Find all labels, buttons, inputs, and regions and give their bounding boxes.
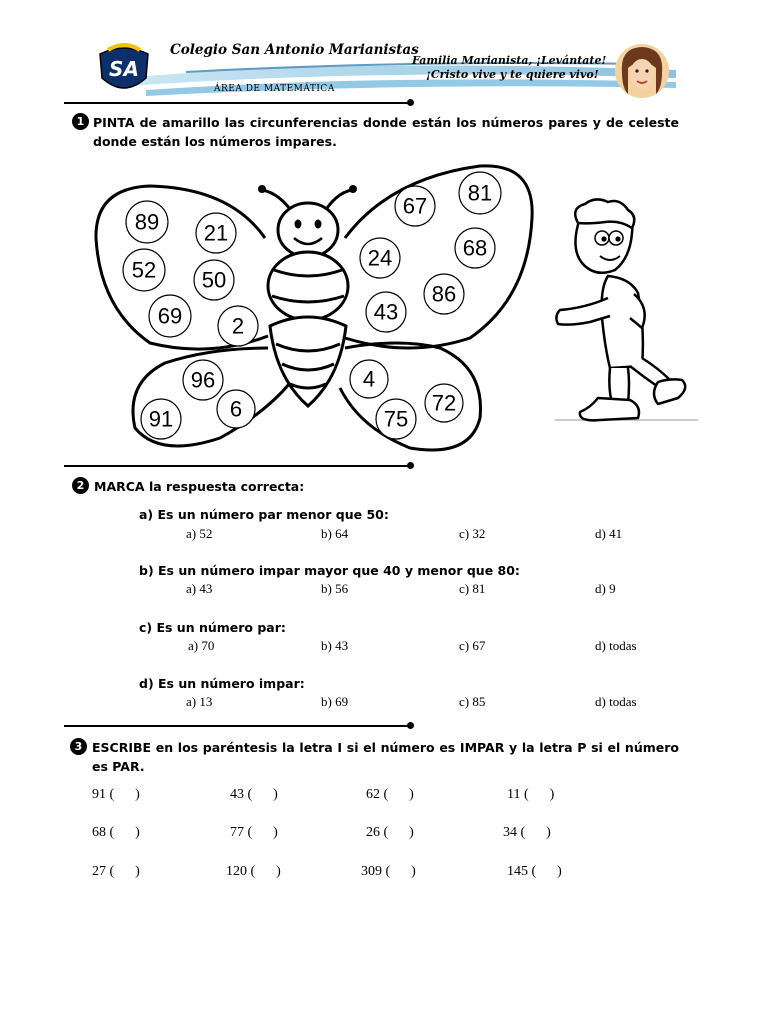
- circle-number: 43: [373, 299, 399, 325]
- exercise-2-instruction: MARCA la respuesta correcta:: [94, 479, 305, 494]
- question-label: d) Es un número impar:: [139, 676, 305, 691]
- exercise-number-badge: 1: [72, 113, 89, 130]
- circle-number: 6: [229, 396, 243, 422]
- boy-illustration: [550, 198, 700, 430]
- answer-option[interactable]: c) 32: [459, 526, 486, 541]
- answer-option[interactable]: b) 69: [321, 694, 349, 709]
- circle-number: 72: [431, 390, 457, 416]
- circle-number: 52: [131, 257, 157, 283]
- answer-option[interactable]: d) 9: [595, 581, 616, 596]
- circle-number: 75: [383, 406, 409, 432]
- parity-blank[interactable]: 120 ( ): [226, 864, 281, 879]
- answer-option[interactable]: a) 43: [186, 581, 213, 596]
- section-divider: [64, 465, 410, 467]
- parity-blank[interactable]: 68 ( ): [92, 825, 140, 840]
- answer-option[interactable]: c) 81: [459, 581, 486, 596]
- parity-blank[interactable]: 145 ( ): [507, 864, 562, 879]
- motto-line-2: ¡Cristo vive y te quiere vivo!: [426, 68, 599, 81]
- circle-number: 86: [431, 281, 457, 307]
- answer-option[interactable]: b) 64: [321, 526, 349, 541]
- answer-option[interactable]: c) 85: [459, 694, 486, 709]
- school-name: Colegio San Antonio Marianistas: [170, 42, 419, 58]
- page-header: [86, 38, 686, 102]
- circle-number: 68: [462, 235, 488, 261]
- section-divider: [64, 725, 410, 727]
- answer-option[interactable]: a) 13: [186, 694, 213, 709]
- circle-number: 69: [157, 303, 183, 329]
- section-divider: [64, 102, 410, 104]
- circle-number: 24: [367, 245, 393, 271]
- circle-number: 91: [148, 406, 174, 432]
- butterfly-illustration: [90, 158, 540, 463]
- parity-blank[interactable]: 62 ( ): [366, 787, 414, 802]
- parity-blank[interactable]: 27 ( ): [92, 864, 140, 879]
- parity-blank[interactable]: 43 ( ): [230, 787, 278, 802]
- answer-option[interactable]: b) 43: [321, 638, 349, 653]
- exercise-number-badge: 2: [72, 477, 89, 494]
- parity-blank[interactable]: 91 ( ): [92, 787, 140, 802]
- parity-blank[interactable]: 77 ( ): [230, 825, 278, 840]
- parity-blank[interactable]: 309 ( ): [361, 864, 416, 879]
- exercise-number-badge: 3: [70, 738, 87, 755]
- circle-number: 2: [231, 313, 245, 339]
- answer-option[interactable]: a) 70: [188, 638, 215, 653]
- parity-blank[interactable]: 26 ( ): [366, 825, 414, 840]
- circle-number: 67: [402, 193, 428, 219]
- circle-number: 89: [134, 209, 160, 235]
- motto-line-1: Familia Marianista, ¡Levántate!: [412, 54, 607, 67]
- parity-blank[interactable]: 34 ( ): [503, 825, 551, 840]
- circle-number: 96: [190, 367, 216, 393]
- area-label: ÁREA DE MATEMÁTICA: [214, 84, 335, 94]
- circle-number: 81: [467, 180, 493, 206]
- svg-text:SA: SA: [109, 57, 139, 81]
- question-label: b) Es un número impar mayor que 40 y menor que 80:: [139, 563, 520, 578]
- school-logo: [94, 42, 154, 98]
- parity-blank[interactable]: 11 ( ): [507, 787, 555, 802]
- avatar: [612, 42, 672, 100]
- question-label: c) Es un número par:: [139, 620, 286, 635]
- circle-number: 4: [362, 366, 376, 392]
- question-label: a) Es un número par menor que 50:: [139, 507, 389, 522]
- answer-option[interactable]: b) 56: [321, 581, 349, 596]
- answer-option[interactable]: d) 41: [595, 526, 623, 541]
- exercise-1-instruction: PINTA de amarillo las circunferencias donde están los números pares y de celeste donde están los números impares.: [93, 115, 679, 149]
- answer-option[interactable]: d) todas: [595, 694, 637, 709]
- exercise-3-instruction: ESCRIBE en los paréntesis la letra I si el número es IMPAR y la letra P si el número es PAR.: [92, 740, 679, 774]
- answer-option[interactable]: c) 67: [459, 638, 486, 653]
- answer-option[interactable]: d) todas: [595, 638, 637, 653]
- answer-option[interactable]: a) 52: [186, 526, 213, 541]
- circle-number: 21: [203, 220, 229, 246]
- circle-number: 50: [201, 267, 227, 293]
